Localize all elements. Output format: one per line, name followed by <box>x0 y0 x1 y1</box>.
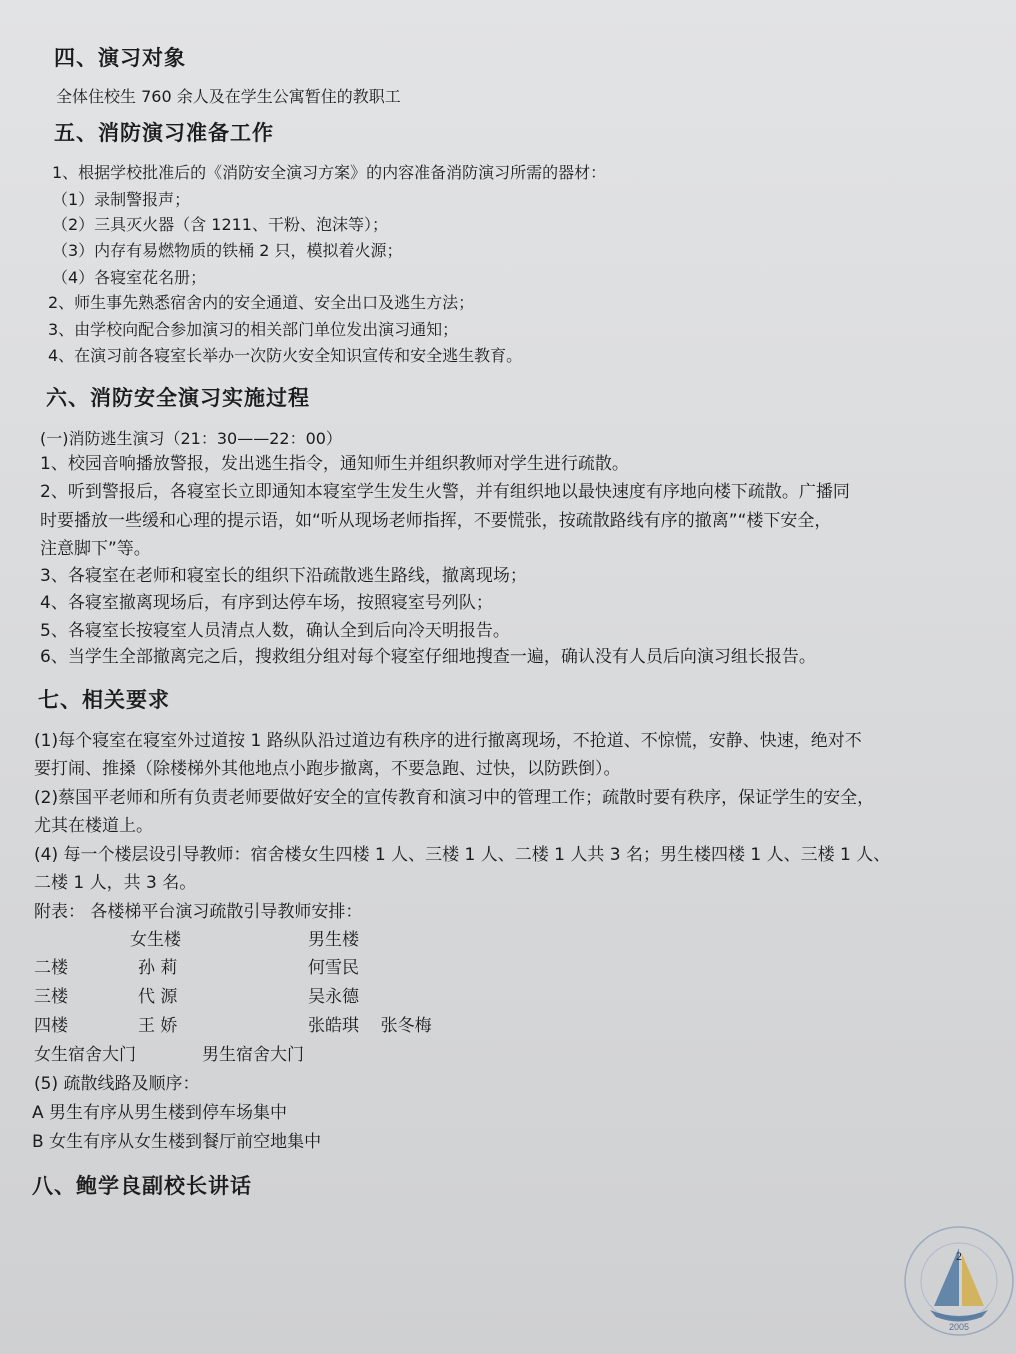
section-7-item: (1)每个寝室在寝室外过道按 1 路纵队沿过道边有秩序的进行撤离现场，不抢道、不惊慌，安静、快速，绝对不 <box>34 731 862 751</box>
section-5-item: （1）录制警报声； <box>52 190 191 209</box>
section-5-item: （2）三具灭火器（含 1211、干粉、泡沫等）； <box>52 215 388 234</box>
section-6-item: (一)消防逃生演习（21：30——22：00） <box>40 429 342 448</box>
section-4-heading: 四、演习对象 <box>54 46 186 70</box>
section-7-item: (4) 每一个楼层设引导教师：宿舍楼女生四楼 1 人、三楼 1 人、二楼 1 人共 3 名；男生楼四楼 1 人、三楼 1 人、 <box>34 845 891 865</box>
section-7-item: 要打闹、推搡（除楼梯外其他地点小跑步撤离，不要急跑、过快，以防跌倒）。 <box>34 759 621 779</box>
section-7-item: 尤其在楼道上。 <box>34 816 153 836</box>
table-row-female: 孙 莉 <box>138 958 178 978</box>
section-6-item: 时要播放一些缓和心理的提示语，如“听从现场老师指挥，不要慌张，按疏散路线有序的撤离”“楼下安全， <box>40 511 832 531</box>
table-row-male: 吴永德 <box>308 987 359 1007</box>
page-number: 2 <box>956 1249 962 1263</box>
table-row-male: 何雪民 <box>308 958 359 978</box>
route-item: A 男生有序从男生楼到停车场集中 <box>32 1103 288 1123</box>
gate-female: 女生宿舍大门 <box>34 1045 136 1065</box>
section-5-item: 2、师生事先熟悉宿舍内的安全通道、安全出口及逃生方法； <box>48 293 475 312</box>
section-5-item: 3、由学校向配合参加演习的相关部门单位发出演习通知； <box>48 320 459 339</box>
section-8-heading: 八、鲍学良副校长讲话 <box>32 1174 252 1198</box>
section-7-item: 附表： 各楼梯平台演习疏散引导教师安排： <box>34 902 363 922</box>
route-title: (5) 疏散线路及顺序： <box>34 1074 200 1094</box>
table-row-floor: 二楼 <box>34 958 68 978</box>
section-5-item: 4、在演习前各寝室长举办一次防火安全知识宣传和安全逃生教育。 <box>48 346 523 365</box>
table-row-female: 代 源 <box>138 987 178 1007</box>
table-row-floor: 四楼 <box>34 1016 68 1036</box>
gate-male: 男生宿舍大门 <box>202 1045 304 1065</box>
seal-year: 2005 <box>948 1322 970 1332</box>
section-6-heading: 六、消防安全演习实施过程 <box>46 386 310 410</box>
section-5-item: （4）各寝室花名册； <box>52 268 207 287</box>
table-row-floor: 三楼 <box>34 987 68 1007</box>
table-row-male: 张皓琪 张冬梅 <box>308 1016 432 1036</box>
table-header-female: 女生楼 <box>130 930 181 950</box>
section-6-item: 4、各寝室撤离现场后，有序到达停车场，按照寝室号列队； <box>40 593 493 613</box>
section-4-text: 全体住校生 760 余人及在学生公寓暂住的教职工 <box>56 87 401 106</box>
section-5-heading: 五、消防演习准备工作 <box>54 121 274 145</box>
section-6-item: 2、听到警报后，各寝室长立即通知本寝室学生发生火警，并有组织地以最快速度有序地向楼下疏散。广播同 <box>40 482 850 502</box>
section-6-item: 6、当学生全部撤离完之后，搜救组分组对每个寝室仔细地搜查一遍，确认没有人员后向演习组长报告。 <box>40 647 816 667</box>
section-6-item: 1、校园音响播放警报，发出逃生指令，通知师生并组织教师对学生进行疏散。 <box>40 454 629 474</box>
section-6-item: 5、各寝室长按寝室人员清点人数，确认全到后向冷天明报告。 <box>40 621 510 641</box>
section-7-item: (2)蔡国平老师和所有负责老师要做好安全的宣传教育和演习中的管理工作；疏散时要有秩序，保证学生的安全， <box>34 788 875 808</box>
table-header-male: 男生楼 <box>308 930 359 950</box>
section-7-heading: 七、相关要求 <box>38 688 170 712</box>
section-5-item: 1、根据学校批准后的《消防安全演习方案》的内容准备消防演习所需的器材： <box>52 163 607 182</box>
table-row-female: 王 娇 <box>138 1016 178 1036</box>
section-5-item: （3）内存有易燃物质的铁桶 2 只，模拟着火源； <box>52 241 403 260</box>
section-7-item: 二楼 1 人，共 3 名。 <box>34 873 197 893</box>
school-seal-watermark <box>900 1222 1016 1340</box>
section-6-item: 3、各寝室在老师和寝室长的组织下沿疏散逃生路线，撤离现场； <box>40 566 527 586</box>
route-item: B 女生有序从女生楼到餐厅前空地集中 <box>32 1132 322 1152</box>
section-6-item: 注意脚下”等。 <box>40 539 151 559</box>
